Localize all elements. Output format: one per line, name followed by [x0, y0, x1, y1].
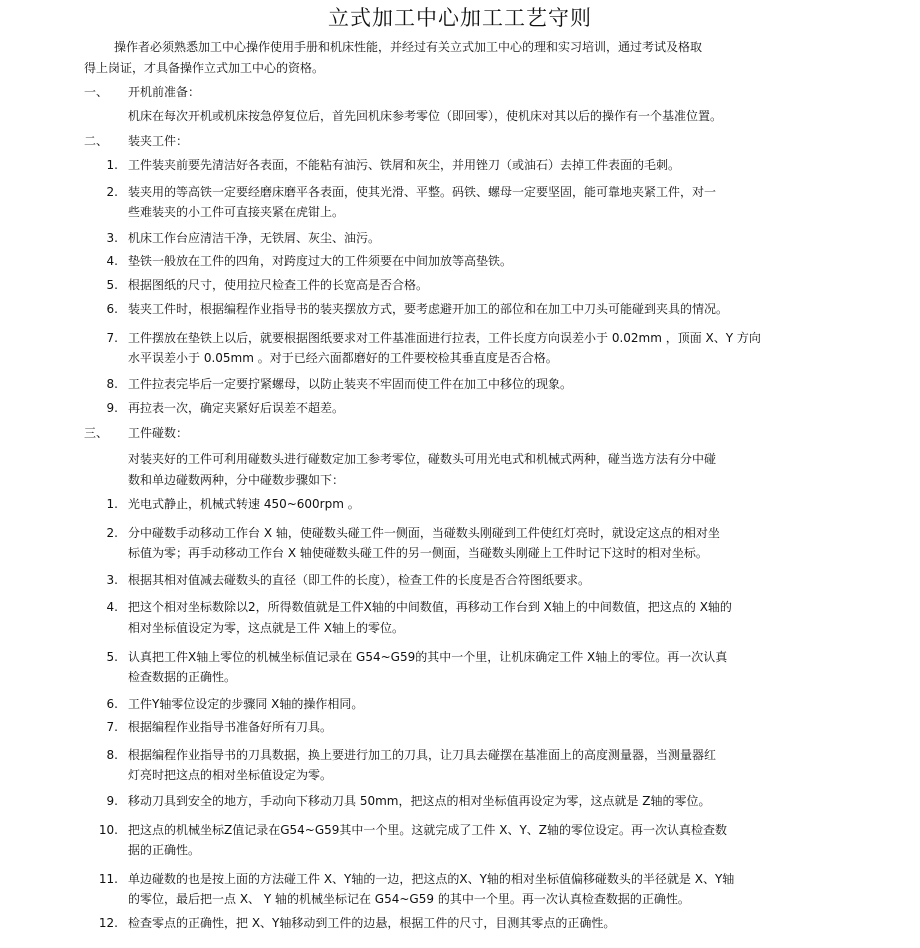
s3-item-4-line-2: 相对坐标值设定为零，这点就是工件 X轴上的零位。: [128, 621, 405, 635]
s2-item-6-line-1: 装夹工件时，根据编程作业指导书的装夹摆放方式，要考虑避开加工的部位和在加工中刀头可能碰到夹具的情况。: [128, 302, 729, 316]
s3-item-12-line-1: 检查零点的正确性，把 X、Y轴移动到工件的边悬，根据工件的尺寸，目测其零点的正确性。: [128, 916, 616, 930]
document-title: 立式加工中心加工工艺守则: [328, 6, 592, 30]
s2-item-3-number: 3.: [106, 231, 118, 245]
s3-item-4-number: 4.: [106, 600, 118, 614]
s3-item-1-number: 1.: [106, 497, 118, 511]
s3-item-5-line-1: 认真把工件X轴上零位的机械坐标值记录在 G54~G59的其中一个里，让机床确定工件 X轴上的零位。再一次认真: [128, 650, 728, 664]
s3-item-10-number: 10.: [98, 823, 118, 837]
s2-item-7-number: 7.: [106, 331, 118, 345]
s2-item-2-number: 2.: [106, 185, 118, 199]
s3-item-1-line-1: 光电式静止，机械式转速 450~600rpm 。: [128, 497, 360, 511]
s3-item-4-line-1: 把这个相对坐标数除以2，所得数值就是工件X轴的中间数值，再移动工作台到 X轴上的中间数值，把这点的 X轴的: [128, 600, 732, 614]
s2-item-4-line-1: 垫铁一般放在工件的四角，对跨度过大的工件须要在中间加放等高垫铁。: [128, 254, 513, 268]
s2-item-9-number: 9.: [106, 401, 118, 415]
s3-item-12-number: 12.: [98, 916, 118, 930]
s3-item-11-number: 11.: [98, 872, 118, 886]
s2-item-7-line-2: 水平误差小于 0.05mm 。对于已经六面都磨好的工件要校检其垂直度是否合格。: [128, 351, 558, 365]
s3-item-10-line-1: 把这点的机械坐标Z值记录在G54~G59其中一个里。这就完成了工件 X、Y、Z轴的零位设定。再一次认真检查数: [128, 823, 728, 837]
s2-item-5-number: 5.: [106, 278, 118, 292]
s2-item-2-line-2: 些难装夹的小工件可直接夹紧在虎钳上。: [128, 205, 345, 219]
section-3-intro-line-2: 数和单边碰数两种，分中碰数步骤如下：: [128, 473, 345, 487]
s2-item-8-number: 8.: [106, 377, 118, 391]
s2-item-2-line-1: 装夹用的等高铁一定要经磨床磨平各表面，使其光滑、平整。码铁、螺母一定要坚固，能可靠地夹紧工件，对一: [128, 185, 717, 199]
section-1-body: 机床在每次开机或机床按急停复位后，首先回机床参考零位（即回零），使机床对其以后的操作有一个基准位置。: [128, 109, 723, 123]
section-3-heading: 工件碰数：: [128, 426, 189, 440]
s3-item-2-line-2: 标值为零；再手动移动工作台 X 轴使碰数头碰工件的另一侧面，当碰数头刚碰上工件时记下这时的相对坐标。: [128, 546, 708, 560]
section-3-intro-line-1: 对装夹好的工件可利用碰数头进行碰数定加工参考零位，碰数头可用光电式和机械式两种，碰当选方法有分中碰: [128, 452, 717, 466]
s2-item-3-line-1: 机床工作台应清洁干净，无铁屑、灰尘、油污。: [128, 231, 381, 245]
s3-item-2-number: 2.: [106, 526, 118, 540]
s3-item-11-line-2: 的零位，最后把一点 X、 Y 轴的机械坐标记在 G54~G59 的其中一个里。再一次认真检查数据的正确性。: [128, 892, 690, 906]
s3-item-7-number: 7.: [106, 720, 118, 734]
s3-item-9-number: 9.: [106, 794, 118, 808]
section-3-number: 三、: [84, 426, 109, 440]
s3-item-2-line-1: 分中碰数手动移动工作台 X 轴，使碰数头碰工件一侧面，当碰数头刚碰到工件使红灯亮时，就设定这点的相对坐: [128, 526, 720, 540]
s2-item-4-number: 4.: [106, 254, 118, 268]
s3-item-5-number: 5.: [106, 650, 118, 664]
s3-item-8-line-2: 灯亮时把这点的相对坐标值设定为零。: [128, 768, 333, 782]
s3-item-7-line-1: 根据编程作业指导书准备好所有刀具。: [128, 720, 333, 734]
s3-item-10-line-2: 据的正确性。: [128, 843, 201, 857]
s3-item-5-line-2: 检查数据的正确性。: [128, 670, 237, 684]
s3-item-11-line-1: 单边碰数的也是按上面的方法碰工件 X、Y轴的一边，把这点的X、Y轴的相对坐标值偏移碰数头的半径就是 X、Y轴: [128, 872, 735, 886]
s3-item-6-number: 6.: [106, 697, 118, 711]
s3-item-6-line-1: 工件Y轴零位设定的步骤同 X轴的操作相同。: [128, 697, 364, 711]
s3-item-3-line-1: 根据其相对值减去碰数头的直径（即工件的长度），检查工件的长度是否合符图纸要求。: [128, 573, 591, 587]
intro-line-1: 操作者必须熟悉加工中心操作使用手册和机床性能，并经过有关立式加工中心的理和实习培训，通过考试及格取: [114, 40, 703, 54]
s2-item-9-line-1: 再拉表一次，确定夹紧好后误差不超差。: [128, 401, 345, 415]
s2-item-7-line-1: 工件摆放在垫铁上以后，就要根据图纸要求对工件基准面进行拉表，工件长度方向误差小于 0.02mm ，顶面 X、Y 方向: [128, 331, 761, 345]
s3-item-3-number: 3.: [106, 573, 118, 587]
s2-item-5-line-1: 根据图纸的尺寸，使用拉尺检查工件的长宽高是否合格。: [128, 278, 429, 292]
section-1-number: 一、: [84, 85, 109, 99]
s3-item-8-number: 8.: [106, 748, 118, 762]
s2-item-1-number: 1.: [106, 158, 118, 172]
s2-item-6-number: 6.: [106, 302, 118, 316]
section-1-heading: 开机前准备：: [128, 85, 201, 99]
section-2-heading: 装夹工件：: [128, 134, 189, 148]
s3-item-8-line-1: 根据编程作业指导书的刀具数据，换上要进行加工的刀具，让刀具去碰摆在基准面上的高度测量器，当测量器红: [128, 748, 717, 762]
s2-item-8-line-1: 工件拉表完毕后一定要拧紧螺母，以防止装夹不牢固而使工件在加工中移位的现象。: [128, 377, 573, 391]
intro-line-2: 得上岗证，才具备操作立式加工中心的资格。: [84, 61, 325, 75]
s2-item-1-line-1: 工件装夹前要先清洁好各表面，不能粘有油污、铁屑和灰尘，并用锉刀（或油石）去掉工件表面的毛刺。: [128, 158, 681, 172]
s3-item-9-line-1: 移动刀具到安全的地方，手动向下移动刀具 50mm，把这点的相对坐标值再设定为零，这点就是 Z轴的零位。: [128, 794, 711, 808]
section-2-number: 二、: [84, 134, 109, 148]
